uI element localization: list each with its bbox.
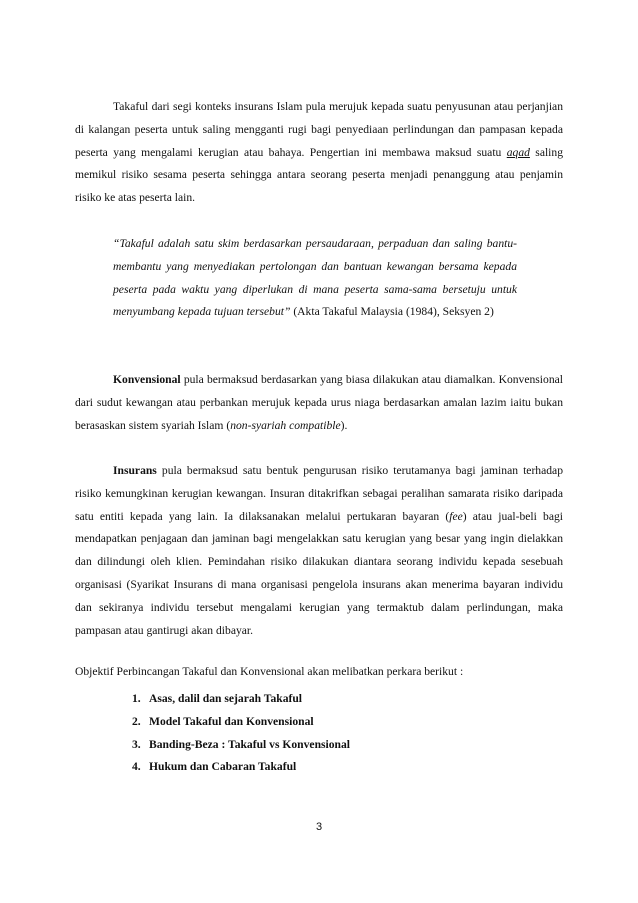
list-item: 1. Asas, dalil dan sejarah Takaful — [132, 692, 303, 705]
paragraph-insurans: Insurans pula bermaksud satu bentuk pengurusan risiko terutamanya bagi jaminan terhadap risiko kemungkinan kerugian kewangan. Insuran ditakrifkan sebagai peralihan samarata risiko daripada satu entiti kepada yang lain. Ia dilaksanakan melalui pertukaran bayaran (fee) atau jual-beli bagi mendapatkan penjagaan dan jaminan bagi mengelakkan satu kerugian yang besar yang ingin dielakkan dan dilindungi oleh klien. Pemindahan risiko dilakukan diantara seorang individu kepada sesebuah organisasi (Syarikat Insurans di mana organisasi pengelola insurans akan menerima bayaran individu dan sekiranya individu tersebut mengalami kerugian yang termaktub dalam perlindungan, maka pampasan atau gantirugi akan dibayar. — [75, 464, 563, 637]
list-item: 3. Banding-Beza : Takaful vs Konvensional — [132, 737, 351, 751]
objective-line: Objektif Perbincangan Takaful dan Konvensional akan melibatkan perkara berikut : — [75, 665, 464, 678]
paragraph-takaful-definition: Takaful dari segi konteks insurans Islam pula merujuk kepada suatu penyusunan atau perjanjian di kalangan peserta untuk saling mengganti rugi bagi penyediaan perlindungan dan pampasan kepada peserta yang mengalami kerugian atau bahaya. Pengertian ini membawa maksud suatu aqad saling memikul risiko sesama peserta sehingga antara seorang peserta menjadi penanggung atau penjamin risiko ke atas peserta lain. — [75, 100, 564, 205]
term-aqad: aqad — [506, 145, 530, 159]
paragraph-konvensional: Konvensional pula bermaksud berdasarkan yang biasa dilakukan atau diamalkan. Konvensional dari sudut kewangan atau perbankan merujuk kepada urus niaga berdasarkan amalan lazim iaitu bukan berasaskan sistem syariah Islam (non-syariah compatible). — [75, 373, 563, 432]
block-quote — [113, 233, 517, 324]
term-insurans: Insurans — [113, 464, 157, 477]
list-item: 4. Hukum dan Cabaran Takaful — [132, 760, 297, 774]
page-number: 3 — [315, 821, 323, 833]
objective-list — [132, 688, 350, 779]
quote-source: (Akta Takaful Malaysia (1984), Seksyen 2) — [290, 305, 494, 319]
term-konvensional: Konvensional — [113, 373, 181, 386]
quote-text: “Takaful adalah satu skim berdasarkan persaudaraan, perpaduan dan saling bantu-membantu yang menyediakan pertolongan dan bantuan kewangan bersama kepada peserta pada waktu yang diperlukan di mana peserta sama-sama bersetuju untuk menyumbang kepada tujuan tersebut” — [113, 237, 517, 319]
list-item: 2. Model Takaful dan Konvensional — [132, 714, 314, 728]
